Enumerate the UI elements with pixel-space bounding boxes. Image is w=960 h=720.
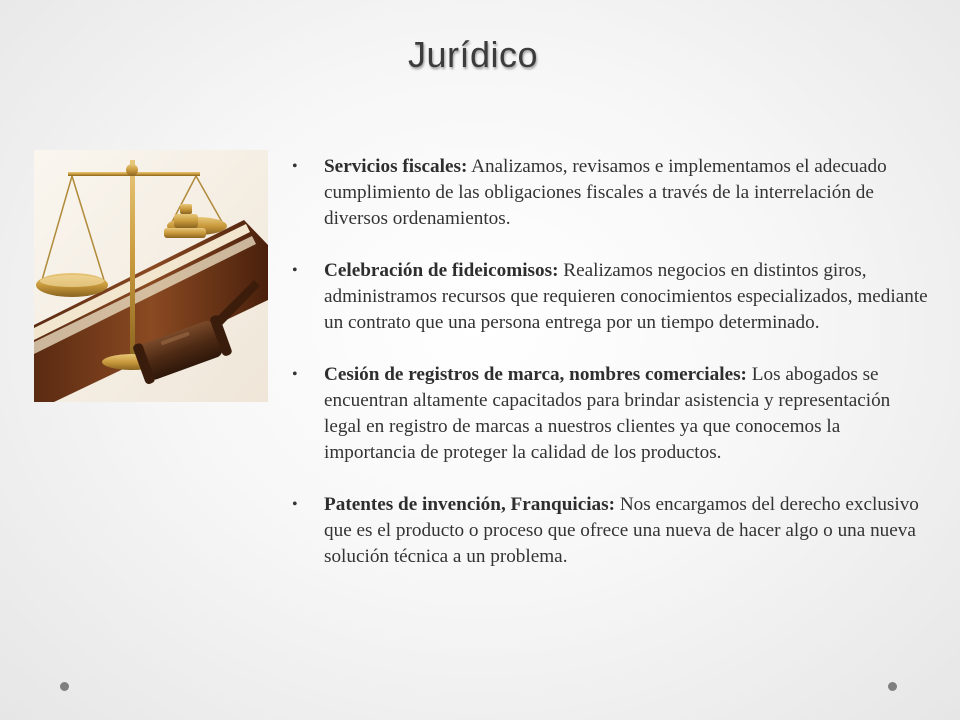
service-heading: Cesión de registros de marca, nombres comerciales: [324,364,747,385]
service-heading: Celebración de fideicomisos: [324,260,559,281]
bullet: • [292,366,298,383]
decorative-dot-right [888,682,897,691]
list-item [288,362,928,466]
service-heading: Patentes de invención, Franquicias: [324,494,616,515]
decorative-dot-left [60,682,69,691]
services-list [288,154,928,596]
bullet: • [292,496,298,513]
bullet: • [292,158,298,175]
service-text: Nos encargamos del derecho exclusivo que es el producto o proceso que ofrece una nueva de hacer algo o una nueva solución técnica a un problema. [324,494,919,567]
list-item [288,154,928,232]
scales-and-gavel-image [34,150,268,402]
service-text: Realizamos negocios en distintos giros, administramos recursos que requieren conocimientos especializados, mediante un contrato que una persona entrega por un tiempo determinado. [324,260,928,333]
slide-title: Jurídico [408,34,539,75]
service-heading: Servicios fiscales: [324,156,468,177]
list-item [288,492,928,570]
service-text: Analizamos, revisamos e implementamos el adecuado cumplimiento de las obligaciones fiscales a través de la interrelación de diversos ordenamientos. [324,156,887,229]
list-item [288,258,928,336]
service-text: Los abogados se encuentran altamente capacitados para brindar asistencia y representación legal en registro de marcas a nuestros clientes ya que conocemos la importancia de proteger la calidad de los productos. [324,364,891,463]
bullet: • [292,262,298,279]
